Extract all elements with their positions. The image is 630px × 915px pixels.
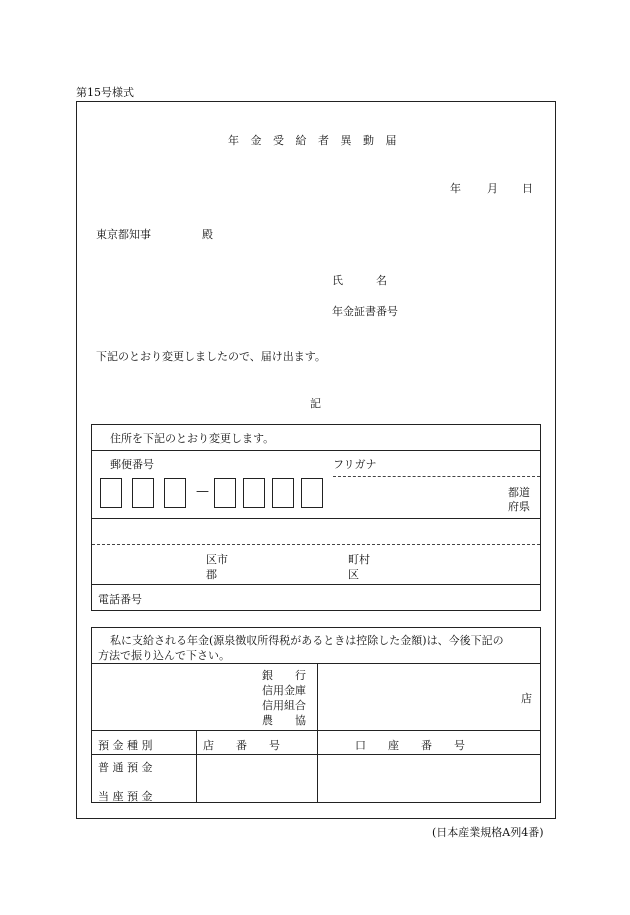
applicant-name-label: 氏 名	[332, 274, 387, 287]
addressee-honorific: 殿	[202, 228, 213, 241]
institution-type-nokyo: 農 協	[262, 714, 306, 727]
address-heading: 住所を下記のとおり変更します。	[110, 432, 275, 445]
institution-type-shinkin: 信用金庫	[262, 684, 306, 697]
intro-text: 下記のとおり変更しましたので、届け出ます。	[96, 350, 326, 363]
town-village-label-1: 町村	[348, 553, 370, 566]
postal-dash: —	[196, 484, 209, 499]
date-day[interactable]: 日	[522, 182, 533, 195]
institution-type-bank: 銀 行	[262, 669, 306, 682]
address-dash-line	[92, 544, 540, 545]
deposit-type-header: 預 金 種 別	[98, 739, 153, 752]
postal-digit-4[interactable]	[214, 478, 236, 508]
date-year[interactable]: 年	[450, 182, 461, 195]
postal-digit-7[interactable]	[301, 478, 323, 508]
phone-label: 電話番号	[98, 593, 142, 606]
ward-city-label-1: 区市	[206, 553, 228, 566]
postal-digit-3[interactable]	[164, 478, 186, 508]
ki-heading: 記	[310, 397, 321, 410]
postal-label: 郵便番号	[110, 458, 154, 471]
divider	[91, 663, 541, 664]
divider	[91, 754, 541, 755]
bank-text-line2: 方法で振り込んで下さい。	[98, 649, 230, 662]
town-village-label-2: 区	[348, 568, 359, 581]
divider	[91, 584, 541, 585]
form-title: 年 金 受 給 者 異 動 届	[228, 134, 401, 147]
postal-digit-6[interactable]	[272, 478, 294, 508]
bank-text-line1: 私に支給される年金(源泉徴収所得税があるときは控除した金額)は、今後下記の	[110, 634, 504, 647]
postal-digit-2[interactable]	[132, 478, 154, 508]
date-month[interactable]: 月	[487, 182, 498, 195]
branch-number-header: 店 番 号	[203, 739, 280, 752]
ward-city-label-2: 郡	[206, 568, 217, 581]
postal-digit-5[interactable]	[243, 478, 265, 508]
divider	[196, 730, 197, 803]
addressee-name: 東京都知事	[96, 228, 151, 241]
footer-note: (日本産業規格A列4番)	[432, 826, 544, 839]
branch-label: 店	[521, 692, 532, 705]
divider	[317, 663, 318, 803]
postal-digit-1[interactable]	[100, 478, 122, 508]
prefecture-label-1: 都道	[508, 486, 530, 499]
account-number-header: 口 座 番 号	[355, 739, 465, 752]
institution-type-shinkumi: 信用組合	[262, 699, 306, 712]
furigana-dash-line	[333, 476, 540, 477]
prefecture-label-2: 府県	[508, 500, 530, 513]
divider	[91, 730, 541, 731]
pension-number-label: 年金証書番号	[332, 305, 398, 318]
form-number: 第15号様式	[76, 86, 134, 99]
divider	[91, 450, 541, 451]
deposit-option-ordinary[interactable]: 普 通 預 金	[98, 761, 153, 774]
furigana-label: フリガナ	[333, 458, 377, 471]
divider	[91, 518, 541, 519]
deposit-option-current[interactable]: 当 座 預 金	[98, 790, 153, 803]
